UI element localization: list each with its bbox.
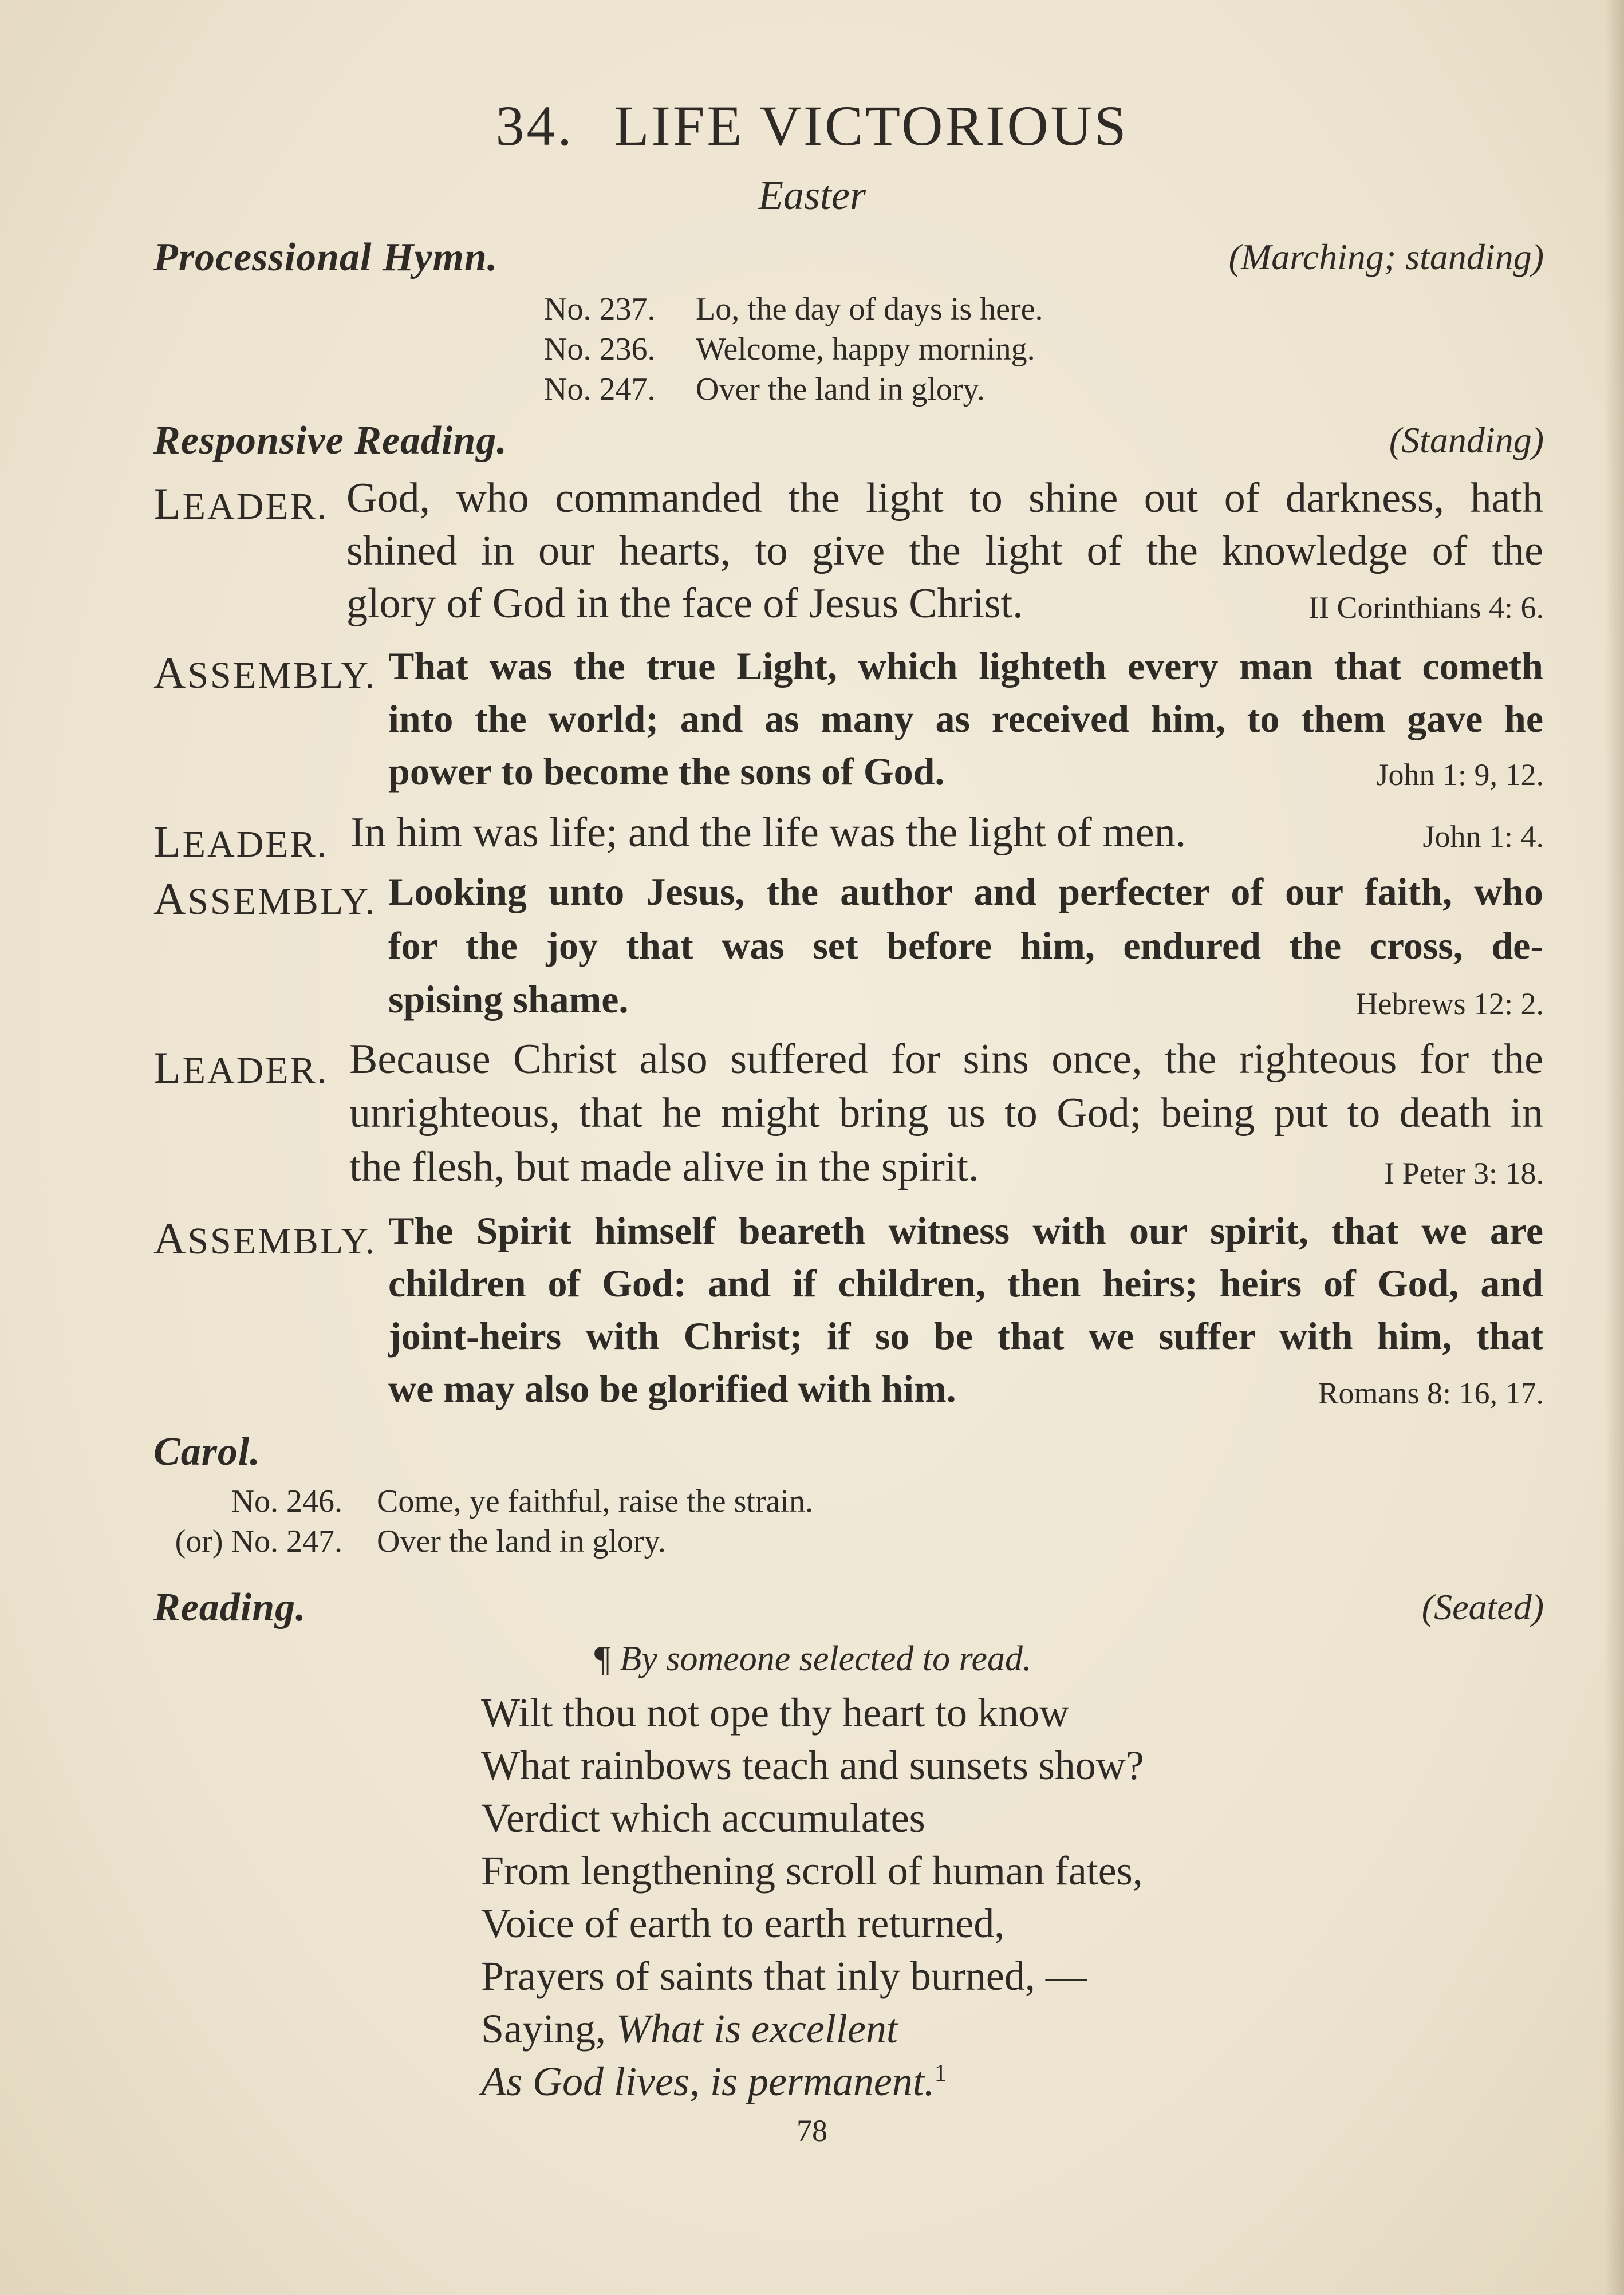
responsive-heading: Responsive Reading.	[153, 419, 507, 463]
hymn-number: No. 236.	[544, 332, 656, 367]
speaker-label: ASSEMBLY.	[153, 648, 377, 697]
hymn-number: No. 247.	[544, 372, 656, 407]
scripture-reference: Hebrews 12: 2.	[1355, 987, 1544, 1021]
reading-line: That was the true Light, which lighteth every man that cometh	[388, 644, 1543, 688]
poem-italic-text: What is excellent	[616, 2006, 898, 2052]
scripture-reference: John 1: 4.	[1422, 819, 1544, 854]
reading-line: we may also be glorified with him.	[388, 1367, 956, 1410]
poem-line	[481, 2058, 947, 2105]
speaker-label: ASSEMBLY.	[153, 874, 377, 924]
reading-line: for the joy that was set before him, endured the cross, de-	[388, 924, 1543, 967]
poem-text: Wilt thou not ope thy heart to know	[481, 1690, 1069, 1736]
reading-line: In him was life; and the life was the light of men.	[350, 809, 1187, 856]
reading-line: God, who commanded the light to shine out of darkness, hath	[346, 475, 1543, 522]
poem-text: Voice of earth to earth returned,	[481, 1900, 1005, 1946]
reading-note: ¶ By someone selected to read.	[592, 1639, 1032, 1678]
poem-text: Saying,	[481, 2006, 617, 2052]
reading-line: Looking unto Jesus, the author and perfecter of our faith, who	[388, 870, 1543, 913]
poem-line	[481, 1742, 1144, 1789]
hymn-row	[544, 291, 1043, 328]
scripture-reference: John 1: 9, 12.	[1376, 758, 1544, 792]
service-title: LIFE VICTORIOUS	[614, 94, 1129, 157]
speaker-initial: L	[153, 1043, 183, 1093]
reading-line: spising shame.	[388, 977, 629, 1021]
poem-line	[481, 1847, 1143, 1895]
hymn-title: Over the land in glory.	[696, 372, 985, 407]
responsive-direction: (Standing)	[1389, 420, 1544, 460]
reading-line: children of God: and if children, then heirs; heirs of God, and	[388, 1261, 1543, 1305]
poem-line	[481, 1795, 925, 1842]
speaker-initial: A	[153, 874, 188, 924]
reading-line: power to become the sons of God.	[388, 750, 945, 793]
reading-line: joint-heirs with Christ; if so be that we suffer with him, that	[388, 1314, 1543, 1358]
reading-direction: (Seated)	[1421, 1587, 1544, 1627]
reading-line: the flesh, but made alive in the spirit.	[349, 1143, 979, 1190]
poem-text: What rainbows teach and sunsets show?	[481, 1742, 1144, 1788]
hymn-row	[544, 371, 985, 408]
page-title	[0, 92, 1624, 160]
reading-line: unrighteous, that he might bring us to God; being put to death in	[349, 1090, 1543, 1137]
scripture-reference: Romans 8: 16, 17.	[1318, 1376, 1544, 1410]
poem-line	[481, 1689, 1069, 1737]
speaker-initial: A	[153, 1213, 188, 1263]
speaker-initial: L	[153, 479, 183, 529]
reading-line: into the world; and as many as received him, to them gave he	[388, 697, 1543, 740]
speaker-initial: L	[153, 817, 183, 866]
page-number: 78	[797, 2113, 827, 2148]
carol-title: Over the land in glory.	[377, 1524, 666, 1559]
speaker-label: LEADER.	[153, 479, 329, 529]
service-subtitle: Easter	[758, 172, 866, 218]
poem-text: From lengthening scroll of human fates,	[481, 1848, 1143, 1894]
poem-line	[481, 1953, 1087, 2000]
processional-direction: (Marching; standing)	[1228, 236, 1544, 277]
processional-heading: Processional Hymn.	[153, 235, 498, 279]
reading-line: glory of God in the face of Jesus Christ.	[346, 580, 1023, 627]
reading-line: shined in our hearts, to give the light of the knowledge of the	[346, 527, 1543, 574]
reading-line: Because Christ also suffered for sins once, the righteous for the	[349, 1036, 1543, 1083]
scripture-reference: II Corinthians 4: 6.	[1308, 590, 1544, 625]
hymn-title: Lo, the day of days is here.	[696, 291, 1043, 327]
reading-line: The Spirit himself beareth witness with our spirit, that we are	[388, 1209, 1543, 1252]
speaker-label: LEADER.	[153, 1043, 329, 1093]
carol-heading: Carol.	[153, 1430, 261, 1474]
hymn-row	[544, 331, 1035, 368]
footnote-mark: 1	[934, 2060, 947, 2087]
poem-text: Verdict which accumulates	[481, 1795, 925, 1841]
carol-title: Come, ye faithful, raise the strain.	[377, 1484, 813, 1519]
hymn-number: No. 237.	[544, 291, 656, 327]
speaker-initial: A	[153, 648, 188, 697]
page-spine-shadow	[1605, 0, 1624, 2295]
poem-line	[481, 1900, 1004, 1947]
reading-heading: Reading.	[153, 1586, 306, 1630]
carol-number: No. 246.	[231, 1484, 342, 1519]
carol-number: (or) No. 247.	[175, 1524, 342, 1559]
service-number: 34.	[495, 94, 574, 157]
scripture-reference: I Peter 3: 18.	[1384, 1156, 1544, 1190]
speaker-label: LEADER.	[153, 817, 329, 866]
poem-line	[481, 2005, 898, 2053]
hymn-title: Welcome, happy morning.	[696, 332, 1035, 367]
poem-italic-text: As God lives, is permanent.	[481, 2059, 935, 2104]
speaker-label: ASSEMBLY.	[153, 1213, 377, 1263]
poem-text: Prayers of saints that inly burned, —	[481, 1953, 1087, 1999]
